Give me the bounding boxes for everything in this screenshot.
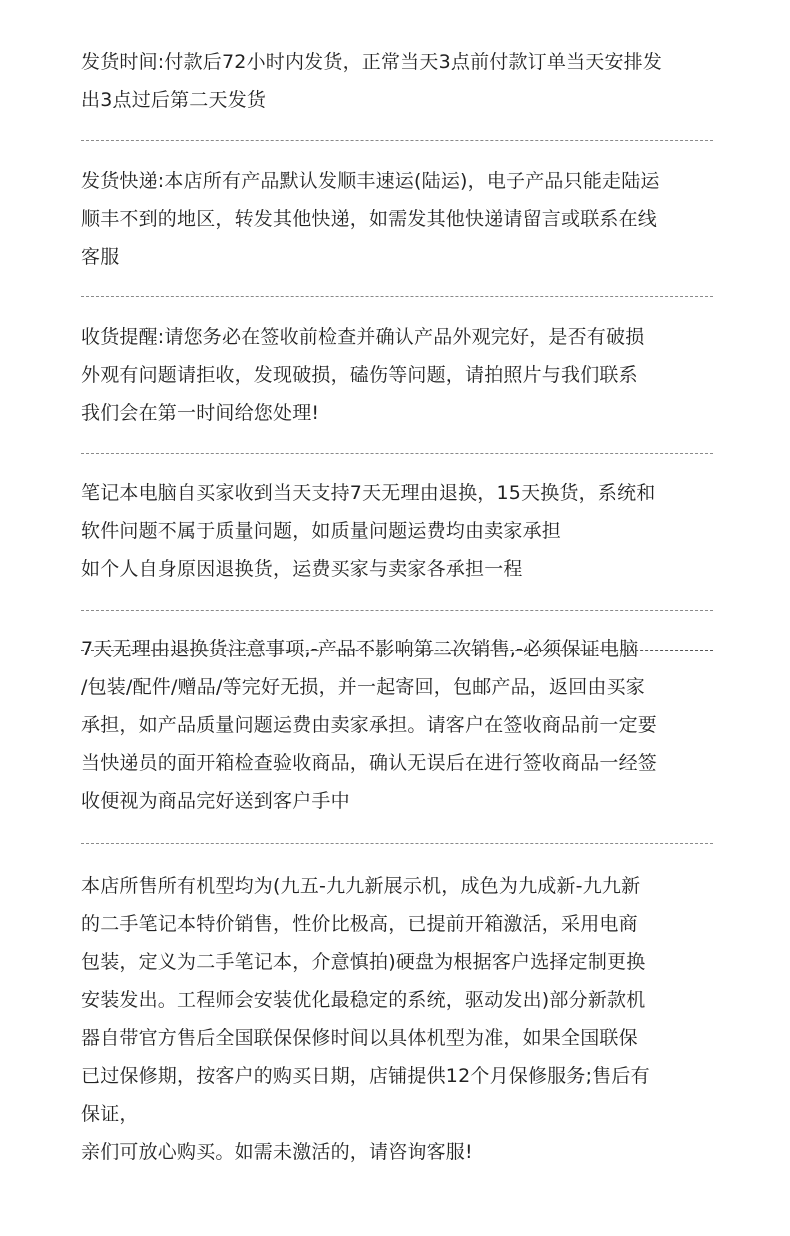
return-policy-section xyxy=(81,474,721,588)
text-line: 7天无理由退换货注意事项,-产品不影响第二次销售,-必须保证电脑 xyxy=(81,630,721,668)
text-line: 笔记本电脑自买家收到当天支持7天无理由退换，15天换货，系统和 xyxy=(81,482,656,504)
text-line: 发货快递:本店所有产品默认发顺丰速运(陆运)，电子产品只能走陆运 xyxy=(81,170,660,192)
product-description-section xyxy=(81,867,721,1171)
text-line: 亲们可放心购买。如需未激活的，请咨询客服! xyxy=(81,1141,473,1163)
text-line: 本店所售所有机型均为(九五-九九新展示机，成色为九成新-九九新 xyxy=(81,875,641,897)
text-line: 发货时间:付款后72小时内发货，正常当天3点前付款订单当天安排发 xyxy=(81,51,663,73)
receipt-reminder-section xyxy=(81,318,721,432)
text-line: 顺丰不到的地区，转发其他快递，如需发其他快递请留言或联系在线 xyxy=(81,208,658,230)
text-line: 的二手笔记本特价销售，性价比极高，已提前开箱激活，采用电商 xyxy=(81,913,638,935)
dashed-divider xyxy=(81,453,713,454)
dashed-divider xyxy=(81,610,713,611)
text-line: 承担，如产品质量问题运费由卖家承担。请客户在签收商品前一定要 xyxy=(81,714,658,736)
dashed-divider xyxy=(81,296,713,297)
text-line: 当快递员的面开箱检查验收商品，确认无误后在进行签收商品一经签 xyxy=(81,752,658,774)
courier-section xyxy=(81,162,721,276)
text-line: 我们会在第一时间给您处理! xyxy=(81,402,320,424)
text-line: /包装/配件/赠品/等完好无损，并一起寄回，包邮产品，返回由买家 xyxy=(81,676,646,698)
return-notes-section xyxy=(81,630,721,820)
text-line: 收便视为商品完好送到客户手中 xyxy=(81,790,350,812)
text-line: 器自带官方售后全国联保保修时间以具体机型为准，如果全国联保 xyxy=(81,1027,638,1049)
text-line: 已过保修期，按客户的购买日期，店铺提供12个月保修服务;售后有 xyxy=(81,1065,650,1087)
text-line: 软件问题不属于质量问题，如质量问题运费均由卖家承担 xyxy=(81,520,562,542)
text-line: 客服 xyxy=(81,246,120,268)
text-line: 如个人自身原因退换货，运费买家与卖家各承担一程 xyxy=(81,558,523,580)
text-line: 出3点过后第二天发货 xyxy=(81,89,267,111)
text-line: 安装发出。工程师会安装优化最稳定的系统，驱动发出)部分新款机 xyxy=(81,989,646,1011)
text-line: 收货提醒:请您务必在签收前检查并确认产品外观完好，是否有破损 xyxy=(81,326,645,348)
dashed-divider xyxy=(81,140,713,141)
dashed-divider xyxy=(81,843,713,844)
text-line: 包装，定义为二手笔记本，介意慎拍)硬盘为根据客户选择定制更换 xyxy=(81,951,646,973)
text-line: 外观有问题请拒收，发现破损，磕伤等问题，请拍照片与我们联系 xyxy=(81,364,638,386)
text-line: 保证， xyxy=(81,1103,139,1125)
shipping-time-section xyxy=(81,43,721,119)
